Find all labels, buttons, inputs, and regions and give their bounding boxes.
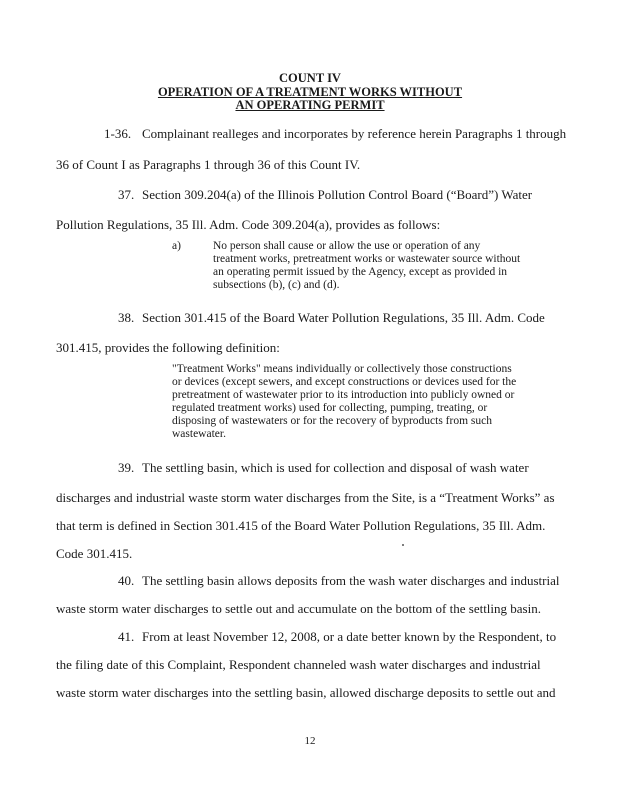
paragraph-text: From at least November 12, 2008, or a date better known by the Respondent, to (142, 629, 557, 644)
paragraph-text: waste storm water discharges into the settling basin, allowed discharge deposits to settle out and (56, 685, 556, 700)
paragraph-text: 36 of Count I as Paragraphs 1 through 36 of this Count IV. (56, 157, 361, 172)
paragraph-text: 301.415, provides the following definition: (56, 340, 280, 355)
paragraph-text: the filing date of this Complaint, Respondent channeled wash water discharges and industrial (56, 657, 541, 672)
quote-line: an operating permit issued by the Agency, except as provided in (213, 266, 508, 278)
paragraph-text: waste storm water discharges to settle out and accumulate on the bottom of the settling basin. (56, 601, 541, 616)
page-number: 12 (304, 735, 316, 747)
paragraph-number: 1-36. (104, 126, 132, 141)
quote-line: regulated treatment works) used for collecting, pumping, treating, or (172, 402, 488, 414)
paragraph-number: 37. (118, 187, 135, 202)
paragraph-text: discharges and industrial waste storm water discharges from the Site, is a “Treatment Works” as (56, 490, 555, 505)
paragraph-number: 40. (118, 573, 135, 588)
quote-line: disposing of wastewaters or for the recovery of byproducts from such (172, 415, 492, 427)
quote-line: pretreatment of wastewater prior to its introduction into publicly owned or (172, 389, 515, 401)
paragraph-text: that term is defined in Section 301.415 of the Board Water Pollution Regulations, 35 Ill. Adm. (56, 518, 546, 533)
quote-label: a) (172, 240, 181, 252)
paragraph-text: Section 301.415 of the Board Water Pollution Regulations, 35 Ill. Adm. Code (142, 310, 545, 325)
quote-line: "Treatment Works" means individually or collectively those constructions (172, 363, 512, 375)
paragraph-text: The settling basin allows deposits from the wash water discharges and industrial (142, 573, 560, 588)
paragraph-text: Code 301.415. (56, 546, 133, 561)
quote-line: No person shall cause or allow the use or operation of any (213, 240, 481, 252)
quote-line: subsections (b), (c) and (d). (213, 279, 340, 291)
paragraph-number: 39. (118, 460, 135, 475)
paragraph-number: 41. (118, 629, 135, 644)
paragraph-text: Complainant realleges and incorporates by reference herein Paragraphs 1 through (142, 126, 567, 141)
paragraph-text: Section 309.204(a) of the Illinois Pollution Control Board (“Board”) Water (142, 187, 533, 202)
title-line-2: AN OPERATING PERMIT (235, 98, 385, 112)
quote-line: wastewater. (172, 428, 226, 440)
count-heading: COUNT IV (279, 71, 341, 85)
quote-line: treatment works, pretreatment works or wastewater source without (213, 253, 521, 265)
scan-speck (402, 544, 404, 546)
paragraph-text: Pollution Regulations, 35 Ill. Adm. Code 309.204(a), provides as follows: (56, 217, 441, 232)
paragraph-text: The settling basin, which is used for collection and disposal of wash water (142, 460, 529, 475)
title-line-1: OPERATION OF A TREATMENT WORKS WITHOUT (157, 85, 463, 99)
quote-line: or devices (except sewers, and except constructions or devices used for the (172, 376, 517, 388)
paragraph-number: 38. (118, 310, 135, 325)
